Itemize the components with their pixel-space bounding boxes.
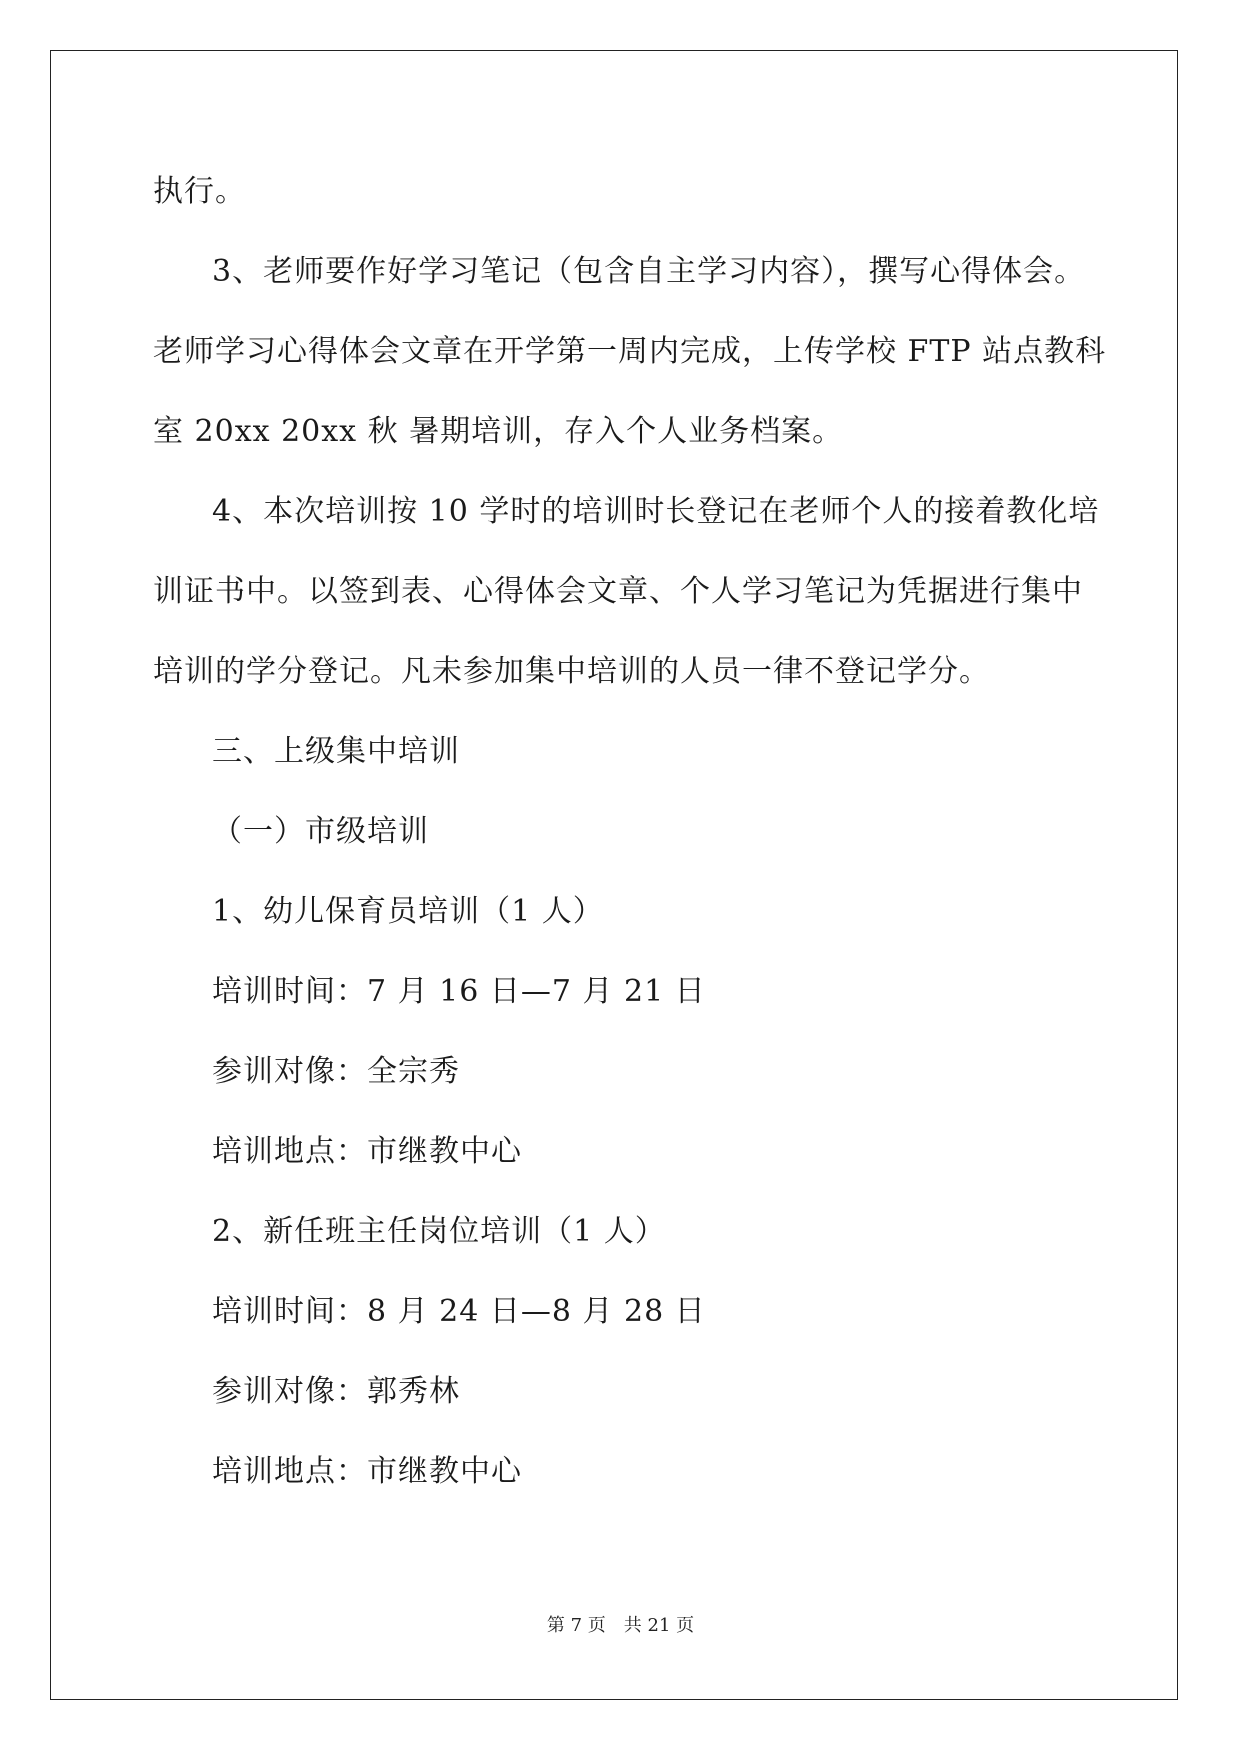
paragraph-line: 室 20xx 20xx 秋 暑期培训，存入个人业务档案。 xyxy=(153,414,844,449)
training-time: 培训时间：8 月 24 日—8 月 28 日 xyxy=(212,1294,706,1329)
item-heading: 1、幼儿保育员培训（1 人） xyxy=(212,894,604,929)
paragraph-line: 培训的学分登记。凡未参加集中培训的人员一律不登记学分。 xyxy=(153,654,990,689)
page-footer xyxy=(0,1614,1241,1638)
training-location: 培训地点：市继教中心 xyxy=(212,1134,522,1169)
section-heading: 三、上级集中培训 xyxy=(212,734,460,769)
training-participant: 参训对像：全宗秀 xyxy=(212,1054,460,1089)
training-participant: 参训对像：郭秀林 xyxy=(212,1374,460,1409)
training-location: 培训地点：市继教中心 xyxy=(212,1454,522,1489)
page-number: 第 7 页 xyxy=(546,1615,606,1636)
item-heading: 2、新任班主任岗位培训（1 人） xyxy=(212,1214,666,1249)
paragraph-line: 3、老师要作好学习笔记（包含自主学习内容），撰写心得体会。 xyxy=(212,254,1086,289)
paragraph-line: 执行。 xyxy=(153,174,246,209)
paragraph-line: 4、本次培训按 10 学时的培训时长登记在老师个人的接着教化培 xyxy=(212,494,1100,529)
paragraph-line: 老师学习心得体会文章在开学第一周内完成，上传学校 FTP 站点教科 xyxy=(153,334,1107,369)
paragraph-line: 训证书中。以签到表、心得体会文章、个人学习笔记为凭据进行集中 xyxy=(153,574,1083,609)
training-time: 培训时间：7 月 16 日—7 月 21 日 xyxy=(212,974,706,1009)
page-total: 共 21 页 xyxy=(623,1615,695,1636)
subsection-heading: （一）市级培训 xyxy=(212,814,429,849)
